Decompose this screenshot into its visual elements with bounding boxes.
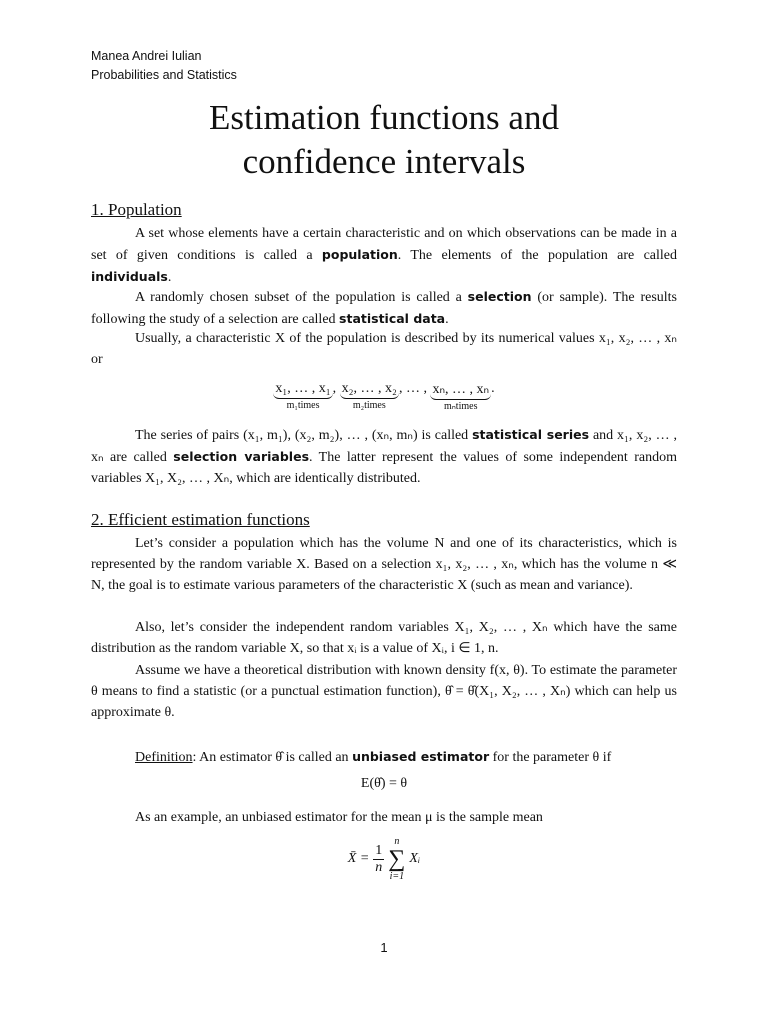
title-line-2: confidence intervals: [242, 142, 526, 181]
section-1-heading: 1. Population: [91, 200, 182, 219]
title-line-1: Estimation functions and: [209, 98, 559, 137]
section-1-paragraph-3: Usually, a characteristic X of the population is described by its numerical values x₁, x₂, … , xₙ or: [91, 331, 677, 368]
group-2: x₂, … , x₂ m₂times: [341, 381, 397, 411]
section-2-paragraph-4: As an example, an unbiased estimator for the mean μ is the sample mean: [135, 810, 543, 825]
unbiased-equation: E(θ̂) = θ: [360, 776, 408, 791]
document-title: [0, 96, 768, 184]
section-2-heading: 2. Efficient estimation functions: [91, 510, 310, 529]
section-2-paragraph-3: Assume we have a theoretical distribution with known density f(x, θ). To estimate the parameter θ means to find a statistic (or a punctual estimation function), θ̂ = θ̂(X₁, X₂, … , Xₙ) which can help us approximate θ.: [91, 663, 677, 721]
group-1: x₁, … , x₁ m₁times: [275, 381, 331, 411]
definition-label: Definition: [135, 750, 193, 765]
course-name: Probabilities and Statistics: [91, 68, 237, 82]
section-1-paragraph-4: The series of pairs (x₁, m₁), (x₂, m₂), … , (xₙ, mₙ) is called statistical series and x₁, x₂, … , xₙ are called selection variables. The latter represent the values of some independent random variables X₁, X₂, … , Xₙ, which are identically distributed.: [91, 427, 677, 487]
page-header: [91, 47, 237, 85]
section-2-paragraph-2: Also, let’s consider the independent random variables X₁, X₂, … , Xₙ which have the same distribution as the random variable X, so that xᵢ is a value of Xᵢ, i ∈ 1, n.: [91, 620, 677, 657]
page-number: 1: [380, 940, 388, 955]
definition-paragraph: Definition: An estimator θ̂ is called an unbiased estimator for the parameter θ if: [135, 749, 612, 765]
group-3: xₙ, … , xₙ mₙtimes: [432, 382, 490, 412]
section-2-paragraph-1: Let’s consider a population which has the volume N and one of its characteristics, which is represented by the random variable X. Based on a selection x₁, x₂, … , xₙ, which has the volume n ≪ N, the goal is to estimate various parameters of the characteristic X (such as mean and variance).: [91, 536, 677, 594]
author-name: Manea Andrei Iulian: [91, 49, 202, 63]
section-1-paragraph-2: A randomly chosen subset of the population is called a selection (or sample). The results following the study of a selection are called statistical data.: [91, 289, 677, 328]
sample-mean-formula: X̄ = $\frac{1}{n}$ n ∑ i=1 Xᵢ: [347, 836, 421, 882]
section-1-paragraph-1: A set whose elements have a certain characteristic and on which observations can be made in a set of given conditions is called a population. The elements of the population are called individuals.: [91, 226, 678, 286]
repeated-values-equation: x₁, … , x₁ m₁times , x₂, … , x₂ m₂times , … , xₙ, … , xₙ mₙtimes .: [275, 381, 495, 412]
